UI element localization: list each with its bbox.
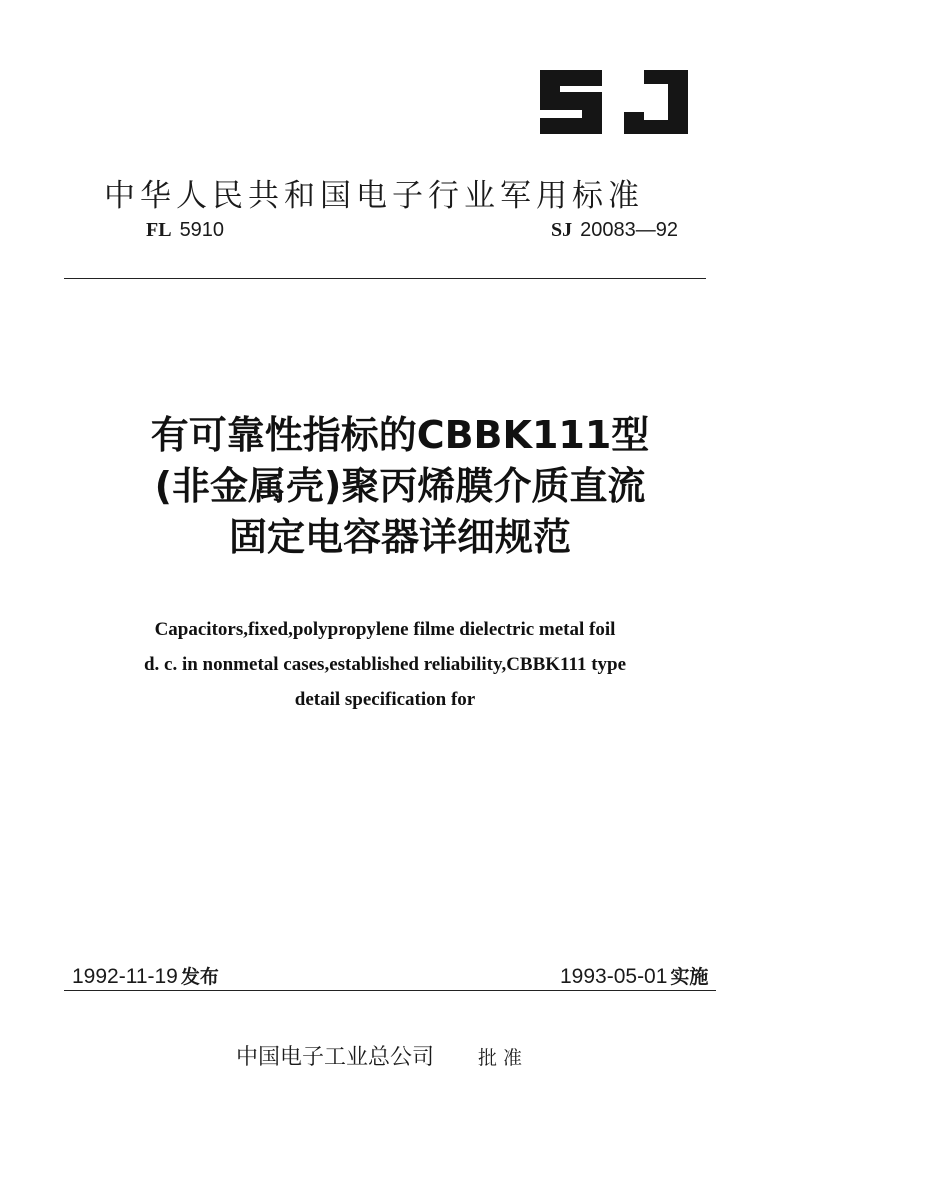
english-title-line: Capacitors,fixed,polypropylene filme dielectric metal foil [154,619,616,640]
chinese-title-line: (非金属壳)聚丙烯膜介质直流 [154,464,646,508]
english-title [60,612,710,717]
effective-date [560,962,708,989]
header-divider [64,278,706,279]
standard-category: 中华人民共和国电子行业军用标准 [104,178,644,214]
chinese-title [80,410,720,563]
standard-number [551,219,678,242]
classification-number: 5910 [179,219,225,241]
approving-authority: 中国电子工业总公司 [236,1045,435,1070]
english-title-line: d. c. in nonmetal cases,established reliability,CBBK111 type [143,654,627,675]
chinese-title-line: 有可靠性指标的CBBK111型 [150,413,650,457]
sj-logo-graphic [536,62,696,140]
date-divider [64,990,716,991]
sj-logo [536,62,696,140]
effective-date-value: 1993-05-01 [560,965,668,988]
english-title-line: detail specification for [294,689,476,710]
effective-date-label: 实施 [670,966,709,988]
approval-verb: 批准 [478,1047,529,1069]
approval-line [236,1040,528,1071]
issue-date-label: 发布 [180,966,219,988]
standard-number-value: 20083—92 [580,219,678,241]
issue-date [72,962,219,989]
classification-code [146,219,224,242]
issue-date-value: 1992-11-19 [72,965,178,988]
chinese-title-line: 固定电容器详细规范 [228,515,571,559]
standard-prefix: SJ [551,219,573,241]
classification-prefix: FL [146,219,172,241]
